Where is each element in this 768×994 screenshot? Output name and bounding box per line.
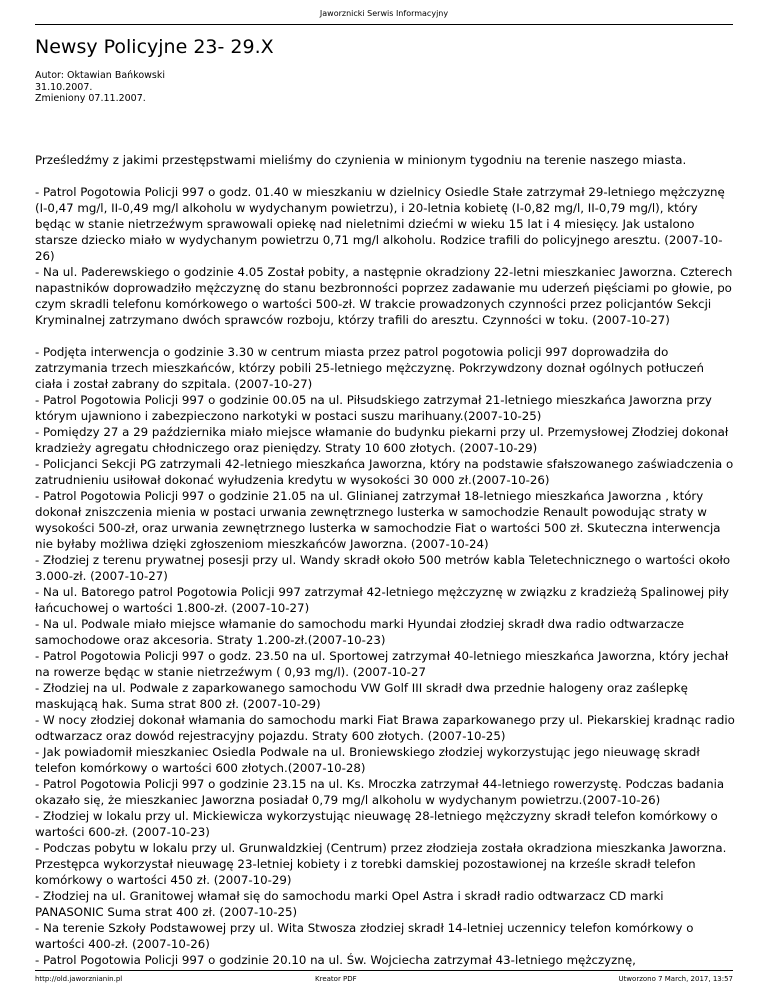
news-item: - Patrol Pogotowia Policji 997 o godzinie 23.15 na ul. Ks. Mroczka zatrzymał 44-letniego rowerzystę. Podczas badania okazało się, że mieszkaniec Jaworzna posiadał 0,79 mg/l alkoholu w wydychanym powietrzu.(2007-10-26) (35, 777, 725, 807)
date-line: 31.10.2007. (35, 81, 93, 93)
author-line: Autor: Oktawian Bańkowski (35, 70, 166, 81)
news-item: - Patrol Pogotowia Policji 997 o godzinie 00.05 na ul. Piłsudskiego zatrzymał 21-letniego mieszkańca Jaworzna przy którym ujawniono i zabezpieczono narkotyki w postaci suszu marihuany.(2007-10-25) (35, 393, 712, 423)
news-item: - Patrol Pogotowia Policji 997 o godz. 23.50 na ul. Sportowej zatrzymał 40-letniego mieszkańca Jaworzna, który jechał na rowerze będąc w stanie nietrzeźwym ( 0,93 mg/l). (2007-10-27 (35, 649, 729, 679)
footer-created: Utworzono 7 March, 2017, 13:57 (618, 975, 733, 983)
intro-paragraph: Prześledźmy z jakimi przestępstwami mieliśmy do czynienia w minionym tygodniu na terenie naszego miasta. (35, 153, 687, 167)
article-meta (35, 70, 165, 105)
news-item: - Policjanci Sekcji PG zatrzymali 42-letniego mieszkańca Jaworzna, który na podstawie sfałszowanego zaświadczenia o zatrudnieniu usiłował dokonać wyłudzenia kredytu w wysokości 30 000 zł.(2007-10-26) (35, 457, 734, 487)
news-item: - Złodziej na ul. Granitowej włamał się do samochodu marki Opel Astra i skradł radio odtwarzacz CD marki PANASONIC Suma strat 400 zł. (2007-10-25) (35, 889, 664, 919)
news-item: - Na ul. Batorego patrol Pogotowia Policji 997 zatrzymał 42-letniego mężczyznę w związku z kradzieżą Spalinowej piły łańcuchowej o wartości 1.800-zł. (2007-10-27) (35, 585, 730, 615)
site-header: Jaworznicki Serwis Informacyjny (319, 9, 449, 18)
news-group-1 (35, 184, 735, 328)
news-item: - Złodziej w lokalu przy ul. Mickiewicza wykorzystując nieuwagę 28-letniego mężczyzny skradł telefon komórkowy o wartości 600-zł. (2007-10-23) (35, 809, 718, 839)
news-item: - Złodziej z terenu prywatnej posesji przy ul. Wandy skradł około 500 metrów kabla Teletechnicznego o wartości około 3.000-zł. (2007-10-27) (35, 553, 731, 583)
page-footer (35, 975, 733, 985)
news-item: - Patrol Pogotowia Policji 997 o godzinie 21.05 na ul. Glinianej zatrzymał 18-letniego mieszkańca Jaworzna , który dokonał zniszczenia mienia w postaci urwania zewnętrznego lusterka w samochodzie Renault powodując straty w wysokości 500-zł, oraz urwania zewnętrznego lusterka w samochodzie Fiat o wartości 500 zł. Skuteczna interwencja nie byłaby możliwa dzięki zgłoszeniom mieszkańców Jaworzna. (2007-10-24) (35, 489, 721, 551)
news-item: - Złodziej na ul. Podwale z zaparkowanego samochodu VW Golf III skradł dwa przednie halogeny oraz zaślepkę maskującą hak. Suma strat 800 zł. (2007-10-29) (35, 681, 688, 711)
news-item: - Pomiędzy 27 a 29 października miało miejsce włamanie do budynku piekarni przy ul. Przemysłowej Złodziej dokonał kradzieży agregatu chłodniczego oraz pieniędzy. Straty 10 600 złotych. (2007-10-29) (35, 425, 729, 455)
news-item: - Na ul. Paderewskiego o godzinie 4.05 Został pobity, a następnie okradziony 22-letni mieszkaniec Jaworzna. Czterech napastników doprowadziło mężczyznę do stanu bezbronności poprzez zadawanie mu uderzeń pięściami po głowie, po czym skradli telefonu komórkowego o wartości 500-zł. W trakcie prowadzonych czynności przez policjantów Sekcji Kryminalnej zatrzymano dwóch sprawców rozboju, którzy trafili do aresztu. Czynności w toku. (2007-10-27) (35, 265, 733, 327)
news-group-2 (35, 344, 735, 968)
footer-url: http://old.jaworznianin.pl (35, 975, 123, 983)
modified-line: Zmieniony 07.11.2007. (35, 93, 146, 104)
news-item: - Na terenie Szkoły Podstawowej przy ul. Wita Stwosza złodziej skradł 14-letniej uczennicy telefon komórkowy o wartości 400-zł. (2007-10-26) (35, 921, 694, 951)
news-item: - Podjęta interwencja o godzinie 3.30 w centrum miasta przez patrol pogotowia policji 997 doprowadziła do zatrzymania trzech mieszkańców, którzy pobili 25-letniego mężczyznę. Pokrzywdzony doznał ogólnych potłuczeń ciała i został zabrany do szpitala. (2007-10-27) (35, 345, 705, 391)
news-item: - W nocy złodziej dokonał włamania do samochodu marki Fiat Brawa zaparkowanego przy ul. Piekarskiej kradnąc radio odtwarzacz oraz dowód rejestracyjny pojazdu. Straty 600 złotych. (2007-10-25) (35, 713, 735, 743)
footer-divider (35, 970, 733, 971)
news-item: - Jak powiadomił mieszkaniec Osiedla Podwale na ul. Broniewskiego złodziej wykorzystując jego nieuwagę skradł telefon komórkowy o wartości 600 złotych.(2007-10-28) (35, 745, 700, 775)
news-item: - Podczas pobytu w lokalu przy ul. Grunwaldzkiej (Centrum) przez złodzieja została okradziona mieszkanka Jaworzna. Przestępca wykorzystał nieuwagę 23-letniej kobiety i z torebki damskiej pozostawionej na krześle skradł telefon komórkowy o wartości 450 zł. (2007-10-29) (35, 841, 727, 887)
article-title: Newsy Policyjne 23- 29.X (35, 36, 274, 58)
article-body (35, 152, 735, 968)
news-item: - Patrol Pogotowia Policji 997 o godzinie 20.10 na ul. Św. Wojciecha zatrzymał 43-letniego mężczyznę, (35, 953, 636, 967)
news-item: - Na ul. Podwale miało miejsce włamanie do samochodu marki Hyundai złodziej skradł dwa radio odtwarzacze samochodowe oraz akcesoria. Straty 1.200-zł.(2007-10-23) (35, 617, 685, 647)
footer-generator: Kreator PDF (315, 975, 357, 983)
header-divider (35, 24, 733, 25)
news-item: - Patrol Pogotowia Policji 997 o godz. 01.40 w mieszkaniu w dzielnicy Osiedle Stałe zatrzymał 29-letniego mężczyznę (I-0,47 mg/l, II-0,49 mg/l alkoholu w wydychanym powietrzu), i 20-letnia kobietę (I-0,82 mg/l, II-0,79 mg/l), który będąc w stanie nietrzeźwym sprawowali opiekę nad nieletnimi dziećmi w wieku 15 lat i 4 miesięcy. Jak ustalono starsze dziecko miało w wydychanym powietrzu 0,71 mg/l alkoholu. Rodzice trafili do policyjnego aresztu. (2007-10-26) (35, 185, 725, 263)
